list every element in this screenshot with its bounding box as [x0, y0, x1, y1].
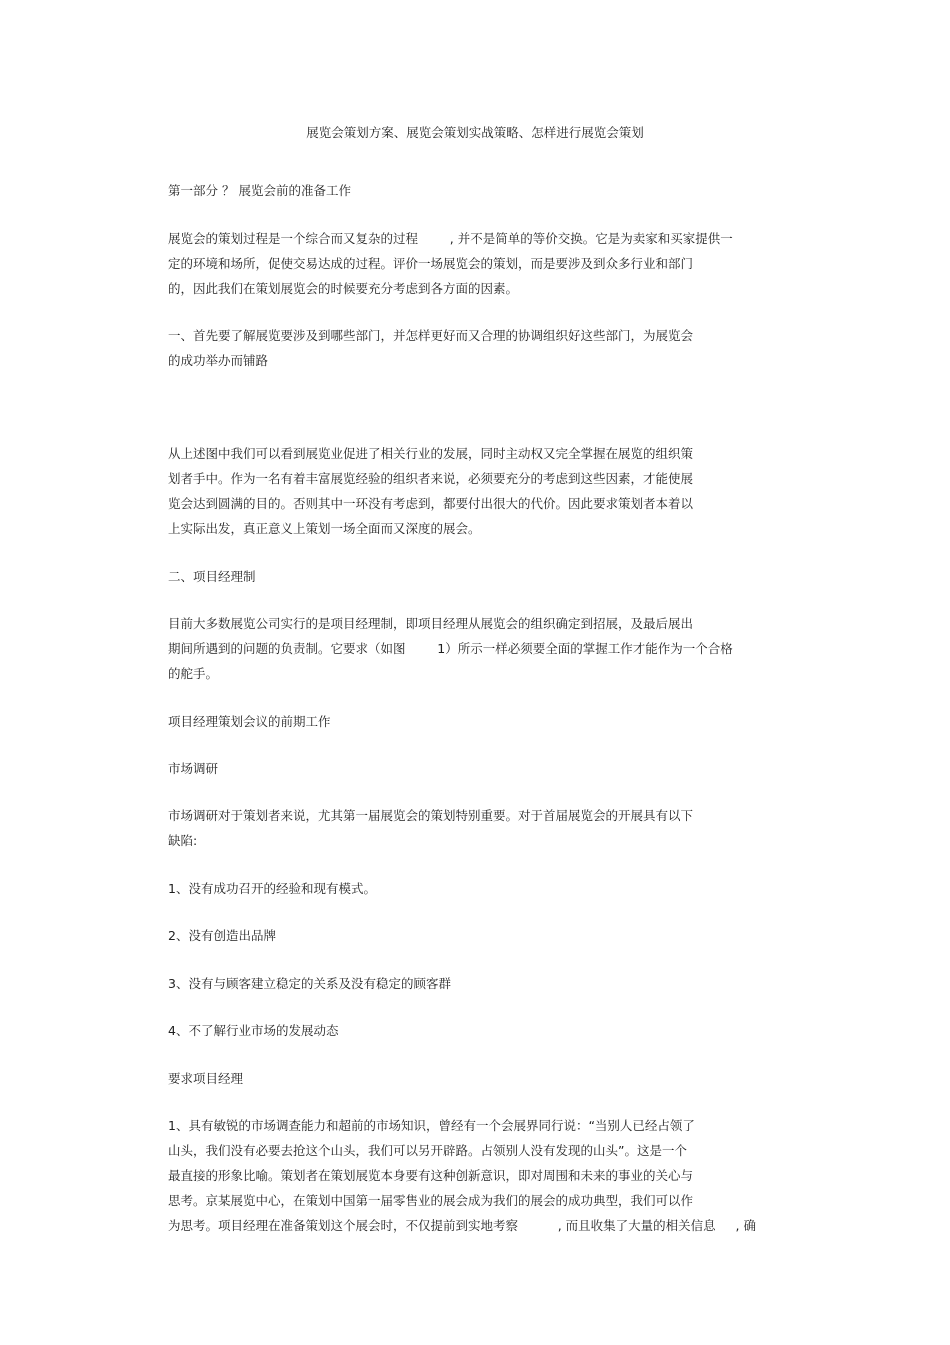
- list-item: 3、没有与顾客建立稳定的关系及没有稳定的顾客群: [168, 976, 451, 991]
- section-heading: 要求项目经理: [168, 1071, 244, 1086]
- paragraph-line: 思考。京某展览中心，在策划中国第一届零售业的展会成为我们的展会的成功典型，我们可以作: [168, 1193, 694, 1208]
- paragraph-line: 缺陷:: [168, 833, 198, 848]
- list-item: 4、不了解行业市场的发展动态: [168, 1023, 339, 1038]
- section-heading: 第一部分 ？ 展览会前的准备工作: [168, 183, 351, 198]
- paragraph-line: 的舵手。: [168, 666, 219, 681]
- list-item: 2、没有创造出品牌: [168, 928, 276, 943]
- paragraph-line: 划者手中。作为一名有着丰富展览经验的组织者来说，必须要充分的考虑到这些因素，才能使展: [168, 471, 694, 486]
- paragraph-line: 为思考。项目经理在准备策划这个展会时，不仅提前到实地考察 , 而且收集了大量的相关信息 , 确: [168, 1218, 756, 1233]
- paragraph-line: 上实际出发，真正意义上策划一场全面而又深度的展会。: [168, 521, 481, 536]
- paragraph-line: 最直接的形象比喻。策划者在策划展览本身要有这种创新意识，即对周围和未来的事业的关心与: [168, 1168, 694, 1183]
- section-heading: 市场调研: [168, 761, 219, 776]
- paragraph-line: 的，因此我们在策划展览会的时候要充分考虑到各方面的因素。: [168, 281, 519, 296]
- paragraph-line: 目前大多数展览公司实行的是项目经理制，即项目经理从展览会的组织确定到招展，及最后展出: [168, 616, 694, 631]
- paragraph-line: 从上述图中我们可以看到展览业促进了相关行业的发展，同时主动权又完全掌握在展览的组织策: [168, 446, 694, 461]
- paragraph-line: 山头，我们没有必要去抢这个山头，我们可以另开辟路。占领别人没有发现的山头”。这是一个: [168, 1143, 687, 1158]
- paragraph-line: 定的环境和场所，促使交易达成的过程。评价一场展览会的策划，而是要涉及到众多行业和部门: [168, 256, 694, 271]
- section-heading: 项目经理策划会议的前期工作: [168, 714, 331, 729]
- paragraph-line: 1、具有敏锐的市场调查能力和超前的市场知识，曾经有一个会展界同行说：“当别人已经占领了: [168, 1118, 695, 1133]
- paragraph-line: 的成功举办而铺路: [168, 353, 269, 368]
- list-item: 1、没有成功召开的经验和现有模式。: [168, 881, 376, 896]
- section-heading: 二、项目经理制: [168, 569, 256, 584]
- paragraph-line: 市场调研对于策划者来说，尤其第一届展览会的策划特别重要。对于首届展览会的开展具有以下: [168, 808, 694, 823]
- paragraph-line: 期间所遇到的问题的负责制。它要求（如图 1）所示一样必须要全面的掌握工作才能作为一个合格: [168, 641, 733, 656]
- paragraph-line: 览会达到圆满的目的。否则其中一环没有考虑到，都要付出很大的代价。因此要求策划者本着以: [168, 496, 694, 511]
- paragraph-line: 一、首先要了解展览要涉及到哪些部门，并怎样更好而又合理的协调组织好这些部门，为展览会: [168, 328, 694, 343]
- paragraph-line: 展览会的策划过程是一个综合而又复杂的过程 , 并不是简单的等价交换。它是为卖家和买家提供一: [168, 231, 733, 246]
- document-title: 展览会策划方案、展览会策划实战策略、怎样进行展览会策划: [306, 125, 644, 140]
